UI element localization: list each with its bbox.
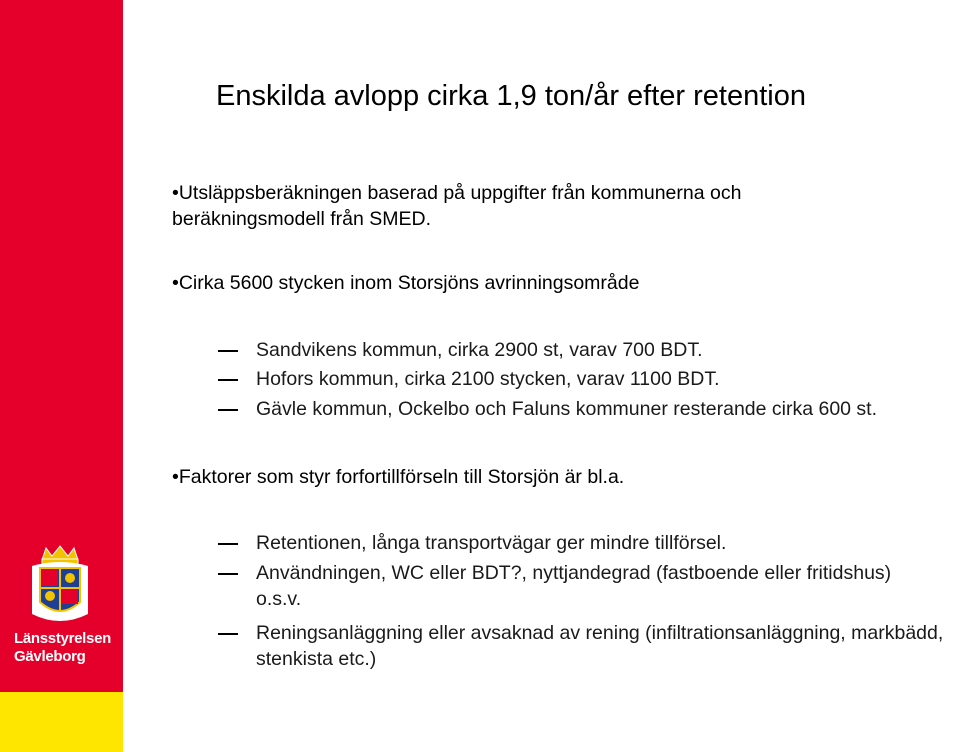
bullet-1: •Utsläppsberäkningen baserad på uppgifter från kommunerna och beräkningsmodell från SMED.: [172, 182, 742, 230]
dash-marker: [218, 350, 238, 352]
sub-item-text: Användningen, WC eller BDT?, nyttjandegrad (fastboende eller fritidshus) o.s.v.: [256, 562, 892, 610]
bullet-2: •Cirka 5600 stycken inom Storsjöns avrinningsområde: [172, 272, 640, 294]
bullet-3: •Faktorer som styr forfortillförseln till Storsjön är bl.a.: [172, 466, 625, 488]
slide-title: Enskilda avlopp cirka 1,9 ton/år efter retention: [216, 80, 806, 112]
organization-logo-text: [14, 630, 118, 666]
sub-item-text: Reningsanläggning eller avsaknad av rening (infiltrationsanläggning, markbädd, stenkista etc.): [256, 622, 944, 670]
sub-item-text: Hofors kommun, cirka 2100 stycken, varav 1100 BDT.: [256, 368, 720, 390]
dash-marker: [218, 409, 238, 411]
dash-marker: [218, 543, 238, 545]
dash-marker: [218, 379, 238, 381]
sidebar-yellow-strip: [0, 692, 123, 752]
sub-item-text: Gävle kommun, Ockelbo och Faluns kommuner resterande cirka 600 st.: [256, 398, 878, 420]
logo-line-1: Länsstyrelsen: [14, 630, 111, 647]
sub-item-text: Retentionen, långa transportvägar ger mindre tillförsel.: [256, 532, 727, 554]
coat-of-arms-icon: [28, 544, 92, 628]
dash-marker: [218, 573, 238, 575]
logo-line-2: Gävleborg: [14, 648, 86, 665]
dash-marker: [218, 633, 238, 635]
sub-item-text: Sandvikens kommun, cirka 2900 st, varav 700 BDT.: [256, 339, 703, 361]
sidebar-band: [0, 0, 123, 752]
